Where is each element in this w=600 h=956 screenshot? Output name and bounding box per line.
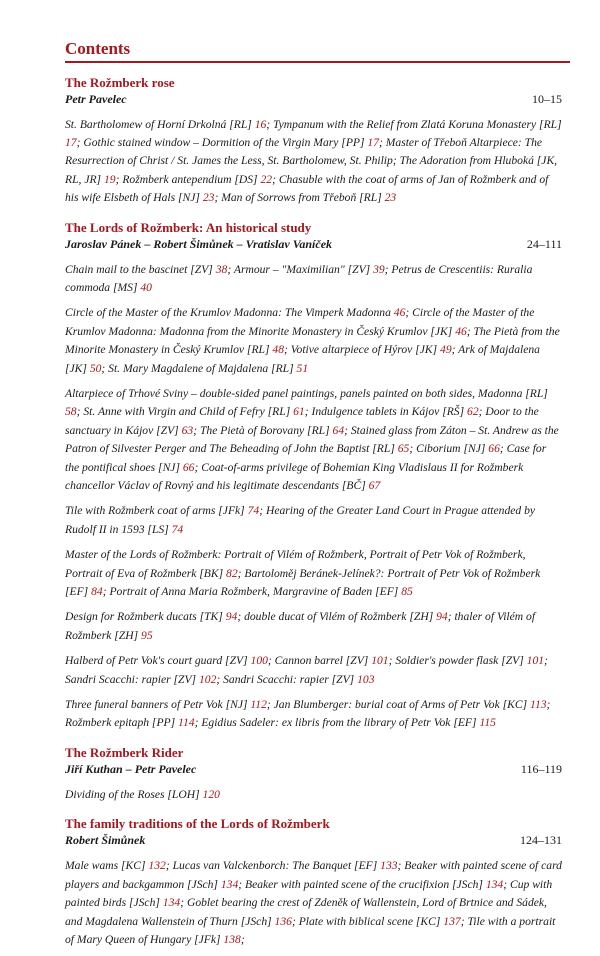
entry-text: Three funeral banners of Petr Vok [NJ]	[65, 698, 251, 712]
entry-text: ; Stained glass from Záton – St. Andrew as the Patron of Silvester Perger and The Beheading of John the Baptist [RL]	[65, 423, 559, 456]
section-entries	[65, 261, 562, 733]
entry-page-number: 62	[467, 405, 479, 419]
entry-text: ; Man of Sorrows from Třeboň [RL]	[214, 191, 385, 205]
entry-page-number: 46	[393, 306, 406, 320]
entry-text: ; Rožmberk epitaph [PP]	[65, 698, 551, 730]
section-author-row	[65, 761, 562, 777]
entry-text: ; Cup with painted birds [JSch]	[65, 877, 553, 910]
entry-text: ; thaler of Vilém of Rožmberk [ZH]	[65, 610, 536, 642]
entry-paragraph	[65, 857, 562, 949]
entry-text: Dividing of the Roses [LOH]	[65, 787, 203, 801]
entry-page-number: 137	[443, 914, 461, 928]
entry-paragraph	[65, 696, 562, 733]
entry-text: ; Master of Třeboň Altarpiece: The Resurrection of Christ / St. James the Less, St. Bartholomew, St. Philip; The Adoration from Hluboká [JK, RL, JR]	[65, 135, 558, 186]
entry-text: ; Indulgence tablets in Kájov [RŠ]	[304, 405, 468, 419]
entry-page-number: 74	[171, 522, 184, 536]
entry-page-number: 101	[371, 654, 389, 668]
entry-page-number: 100	[250, 654, 268, 668]
entry-text: ; The Pietà from the Minorite Monastery in Český Krumlov [RL]	[65, 324, 560, 357]
section-page-range: 24–111	[526, 236, 562, 251]
entry-paragraph	[65, 786, 562, 804]
entry-page-number: 58	[65, 405, 77, 419]
entry-page-number: 138	[223, 932, 241, 946]
entry-text: ; Tympanum with the Relief from Zlatá Koruna Monastery [RL]	[266, 117, 562, 131]
entry-page-number: 66	[182, 460, 195, 474]
toc-section	[65, 745, 562, 804]
entry-paragraph	[65, 502, 562, 539]
entry-page-number: 61	[293, 405, 305, 419]
entry-page-number: 113	[530, 698, 547, 712]
entry-page-number: 101	[526, 654, 545, 668]
entry-text: Male wams [KC]	[65, 859, 149, 873]
entry-text: Design for Rožmberk ducats [TK]	[65, 610, 226, 624]
entry-text: ; Ark of Majdalena [JK]	[65, 343, 540, 375]
entry-page-number: 38	[215, 262, 228, 276]
entry-page-number: 64	[332, 423, 345, 437]
sections-list	[65, 75, 562, 950]
entry-paragraph	[65, 546, 562, 601]
entry-page-number: 82	[226, 566, 238, 580]
entry-text: ; Armour – "Maximilian" [ZV]	[227, 262, 374, 276]
entry-page-number: 94	[436, 610, 448, 624]
entry-page-number: 63	[181, 423, 194, 437]
entry-page-number: 49	[440, 343, 452, 357]
section-author-row	[65, 91, 562, 107]
toc-section	[65, 816, 562, 949]
entry-text: ; Cannon barrel [ZV]	[267, 654, 372, 668]
entry-text: ;	[240, 932, 245, 946]
entry-text: ; Ciborium [NJ]	[409, 442, 489, 456]
entry-page-number: 84	[91, 585, 103, 599]
entry-page-number: 51	[296, 361, 309, 375]
entry-page-number: 120	[202, 787, 220, 801]
page-title: Contents	[65, 39, 131, 58]
entry-text: ; Bartoloměj Beránek-Jelínek?: Portrait of Petr Vok of Rožmberk [EF]	[65, 566, 541, 599]
entry-text: Altarpiece of Trhové Sviny – double-sided panel paintings, panels painted on both sides, Madonna [RL]	[65, 386, 548, 400]
entry-page-number: 40	[140, 280, 152, 294]
entry-text: Tile with Rožmberk coat of arms [JFk]	[65, 504, 248, 518]
entry-page-number: 134	[485, 877, 504, 891]
entry-page-number: 136	[274, 914, 292, 928]
entry-text: ; Hearing of the Greater Land Court in Prague attended by Rudolf II in 1593 [LS]	[65, 504, 536, 536]
entry-text: ; Chasuble with the coat of arms of Jan of Rožmberk and of his wife Elsbeth of Hals [NJ]	[65, 172, 549, 205]
entry-text: ; Soldier's powder flask [ZV]	[388, 654, 527, 668]
entry-text: ; Lucas van Valckenborch: The Banquet [EF]	[165, 859, 381, 873]
section-author-row	[65, 236, 562, 252]
entry-page-number: 65	[397, 442, 410, 456]
section-entries	[65, 786, 562, 804]
entry-text: ; Jan Blumberger: burial coat of Arms of Petr Vok [KC]	[266, 698, 531, 712]
section-authors: Jaroslav Pánek – Robert Šimůnek – Vratislav Vaníček	[65, 236, 333, 251]
entry-text: ; Goblet bearing the crest of Zdeněk of Wallenstein, Lord of Brtnice and Sádek, and Magdalena Wallenstein of Thurn [JSch]	[65, 896, 547, 928]
entry-page-number: 102	[198, 672, 217, 686]
section-entries	[65, 116, 562, 208]
entry-page-number: 39	[373, 262, 385, 276]
entry-text: ; Plate with biblical scene [KC]	[291, 914, 444, 928]
entry-text: Master of the Lords of Rožmberk: Portrait of Vilém of Rožmberk, Portrait of Petr Vok of Rožmberk, Portrait of Eva of Rožmberk [BK]	[65, 548, 526, 580]
entry-page-number: 66	[488, 442, 500, 456]
entry-text: ; Portrait of Anna Maria Rožmberk, Margravine of Baden [EF]	[102, 585, 402, 599]
entry-page-number: 94	[225, 610, 238, 624]
entry-text: ; Tile with a portrait of Mary Queen of Hungary [JFk]	[65, 914, 556, 946]
entry-page-number: 132	[148, 859, 166, 873]
entry-page-number: 74	[247, 504, 260, 518]
entry-text: ; Beaker with painted scene of card players and backgammon [JSch]	[65, 859, 562, 891]
entry-page-number: 115	[479, 716, 496, 730]
entry-text: St. Bartholomew of Horní Drkolná [RL]	[65, 117, 255, 131]
entry-page-number: 133	[380, 859, 398, 873]
entry-text: ; Beaker with painted scene of the crucifixion [JSch]	[238, 877, 486, 891]
entry-paragraph	[65, 304, 562, 378]
section-page-range: 116–119	[520, 761, 562, 776]
section-entries	[65, 857, 562, 949]
toc-section	[65, 220, 562, 733]
entry-paragraph	[65, 116, 562, 208]
section-author-row	[65, 832, 562, 848]
entry-text: ; double ducat of Vilém of Rožmberk [ZH]	[237, 610, 437, 624]
entry-text: ; Sandri Scacchi: rapier [ZV]	[65, 654, 548, 686]
entry-paragraph	[65, 608, 562, 645]
entry-paragraph	[65, 385, 562, 495]
entry-page-number: 103	[357, 672, 375, 686]
section-authors: Jiří Kuthan – Petr Pavelec	[65, 761, 197, 776]
section-title: The family traditions of the Lords of Rožmberk	[65, 816, 330, 832]
entry-page-number: 112	[250, 698, 267, 712]
entry-paragraph	[65, 652, 562, 689]
entry-text: ; Case for the pontifical shoes [NJ]	[65, 442, 547, 474]
section-authors: Petr Pavelec	[65, 91, 127, 106]
entry-text: ; Rožmberk antependium [DS]	[115, 172, 261, 186]
contents-page	[65, 38, 562, 956]
entry-page-number: 17	[65, 135, 77, 149]
entry-page-number: 19	[103, 172, 116, 186]
entry-paragraph	[65, 261, 562, 298]
entry-text: ; Petrus de Crescentiis: Ruralia commoda [MS]	[65, 262, 533, 294]
entry-page-number: 114	[178, 716, 195, 730]
entry-page-number: 23	[202, 191, 215, 205]
entry-page-number: 46	[455, 324, 467, 338]
entry-page-number: 67	[368, 479, 381, 492]
section-title: The Lords of Rožmberk: An historical study	[65, 219, 312, 235]
entry-text: ; Votive altarpiece of Hýrov [JK]	[283, 343, 441, 357]
section-authors: Robert Šimůnek	[65, 833, 146, 848]
entry-page-number: 22	[260, 172, 273, 186]
entry-text: Circle of the Master of the Krumlov Madonna: The Vimperk Madonna	[65, 306, 394, 320]
entry-text: Chain mail to the bascinet [ZV]	[65, 262, 216, 276]
entry-text: ; Door to the sanctuary in Kájov [ZV]	[65, 405, 539, 437]
section-page-range: 124–131	[520, 833, 562, 848]
entry-text: ; St. Mary Magdalene of Majdalena [RL]	[101, 361, 297, 375]
entry-page-number: 48	[272, 343, 284, 357]
section-title: The Rožmberk Rider	[65, 744, 184, 760]
entry-page-number: 134	[220, 877, 239, 891]
entry-text: ; Gothic stained window – Dormition of the Virgin Mary [PP]	[76, 135, 368, 149]
toc-section	[65, 75, 562, 208]
entry-page-number: 50	[89, 361, 102, 375]
entry-text: ; Coat-of-arms privilege of Bohemian King Vladislaus II for Rožmberk chancellor Václav of Rovný and his legitimate descendants [BČ]	[65, 460, 524, 492]
entry-page-number: 17	[367, 135, 379, 149]
entry-text: ; Circle of the Master of the Krumlov Madonna: Madonna from the Minorite Monastery in Český Krumlov [JK]	[65, 306, 535, 338]
entry-page-number: 23	[384, 191, 397, 205]
title-rule	[65, 61, 570, 63]
entry-page-number: 16	[254, 117, 267, 131]
entry-text: ; St. Anne with Virgin and Child of Fefry [RL]	[76, 405, 294, 419]
section-page-range: 10–15	[532, 91, 562, 106]
entry-page-number: 134	[162, 896, 181, 910]
entry-text: Halberd of Petr Vok's court guard [ZV]	[65, 654, 251, 668]
entry-page-number: 85	[401, 585, 413, 599]
entry-text: ; Egidius Sadeler: ex libris from the library of Petr Vok [EF]	[194, 716, 480, 730]
entry-text: ; Sandri Scacchi: rapier [ZV]	[216, 672, 358, 686]
entry-text: ; The Pietà of Borovany [RL]	[193, 423, 333, 437]
section-title: The Rožmberk rose	[65, 74, 175, 90]
entry-page-number: 95	[141, 628, 153, 642]
